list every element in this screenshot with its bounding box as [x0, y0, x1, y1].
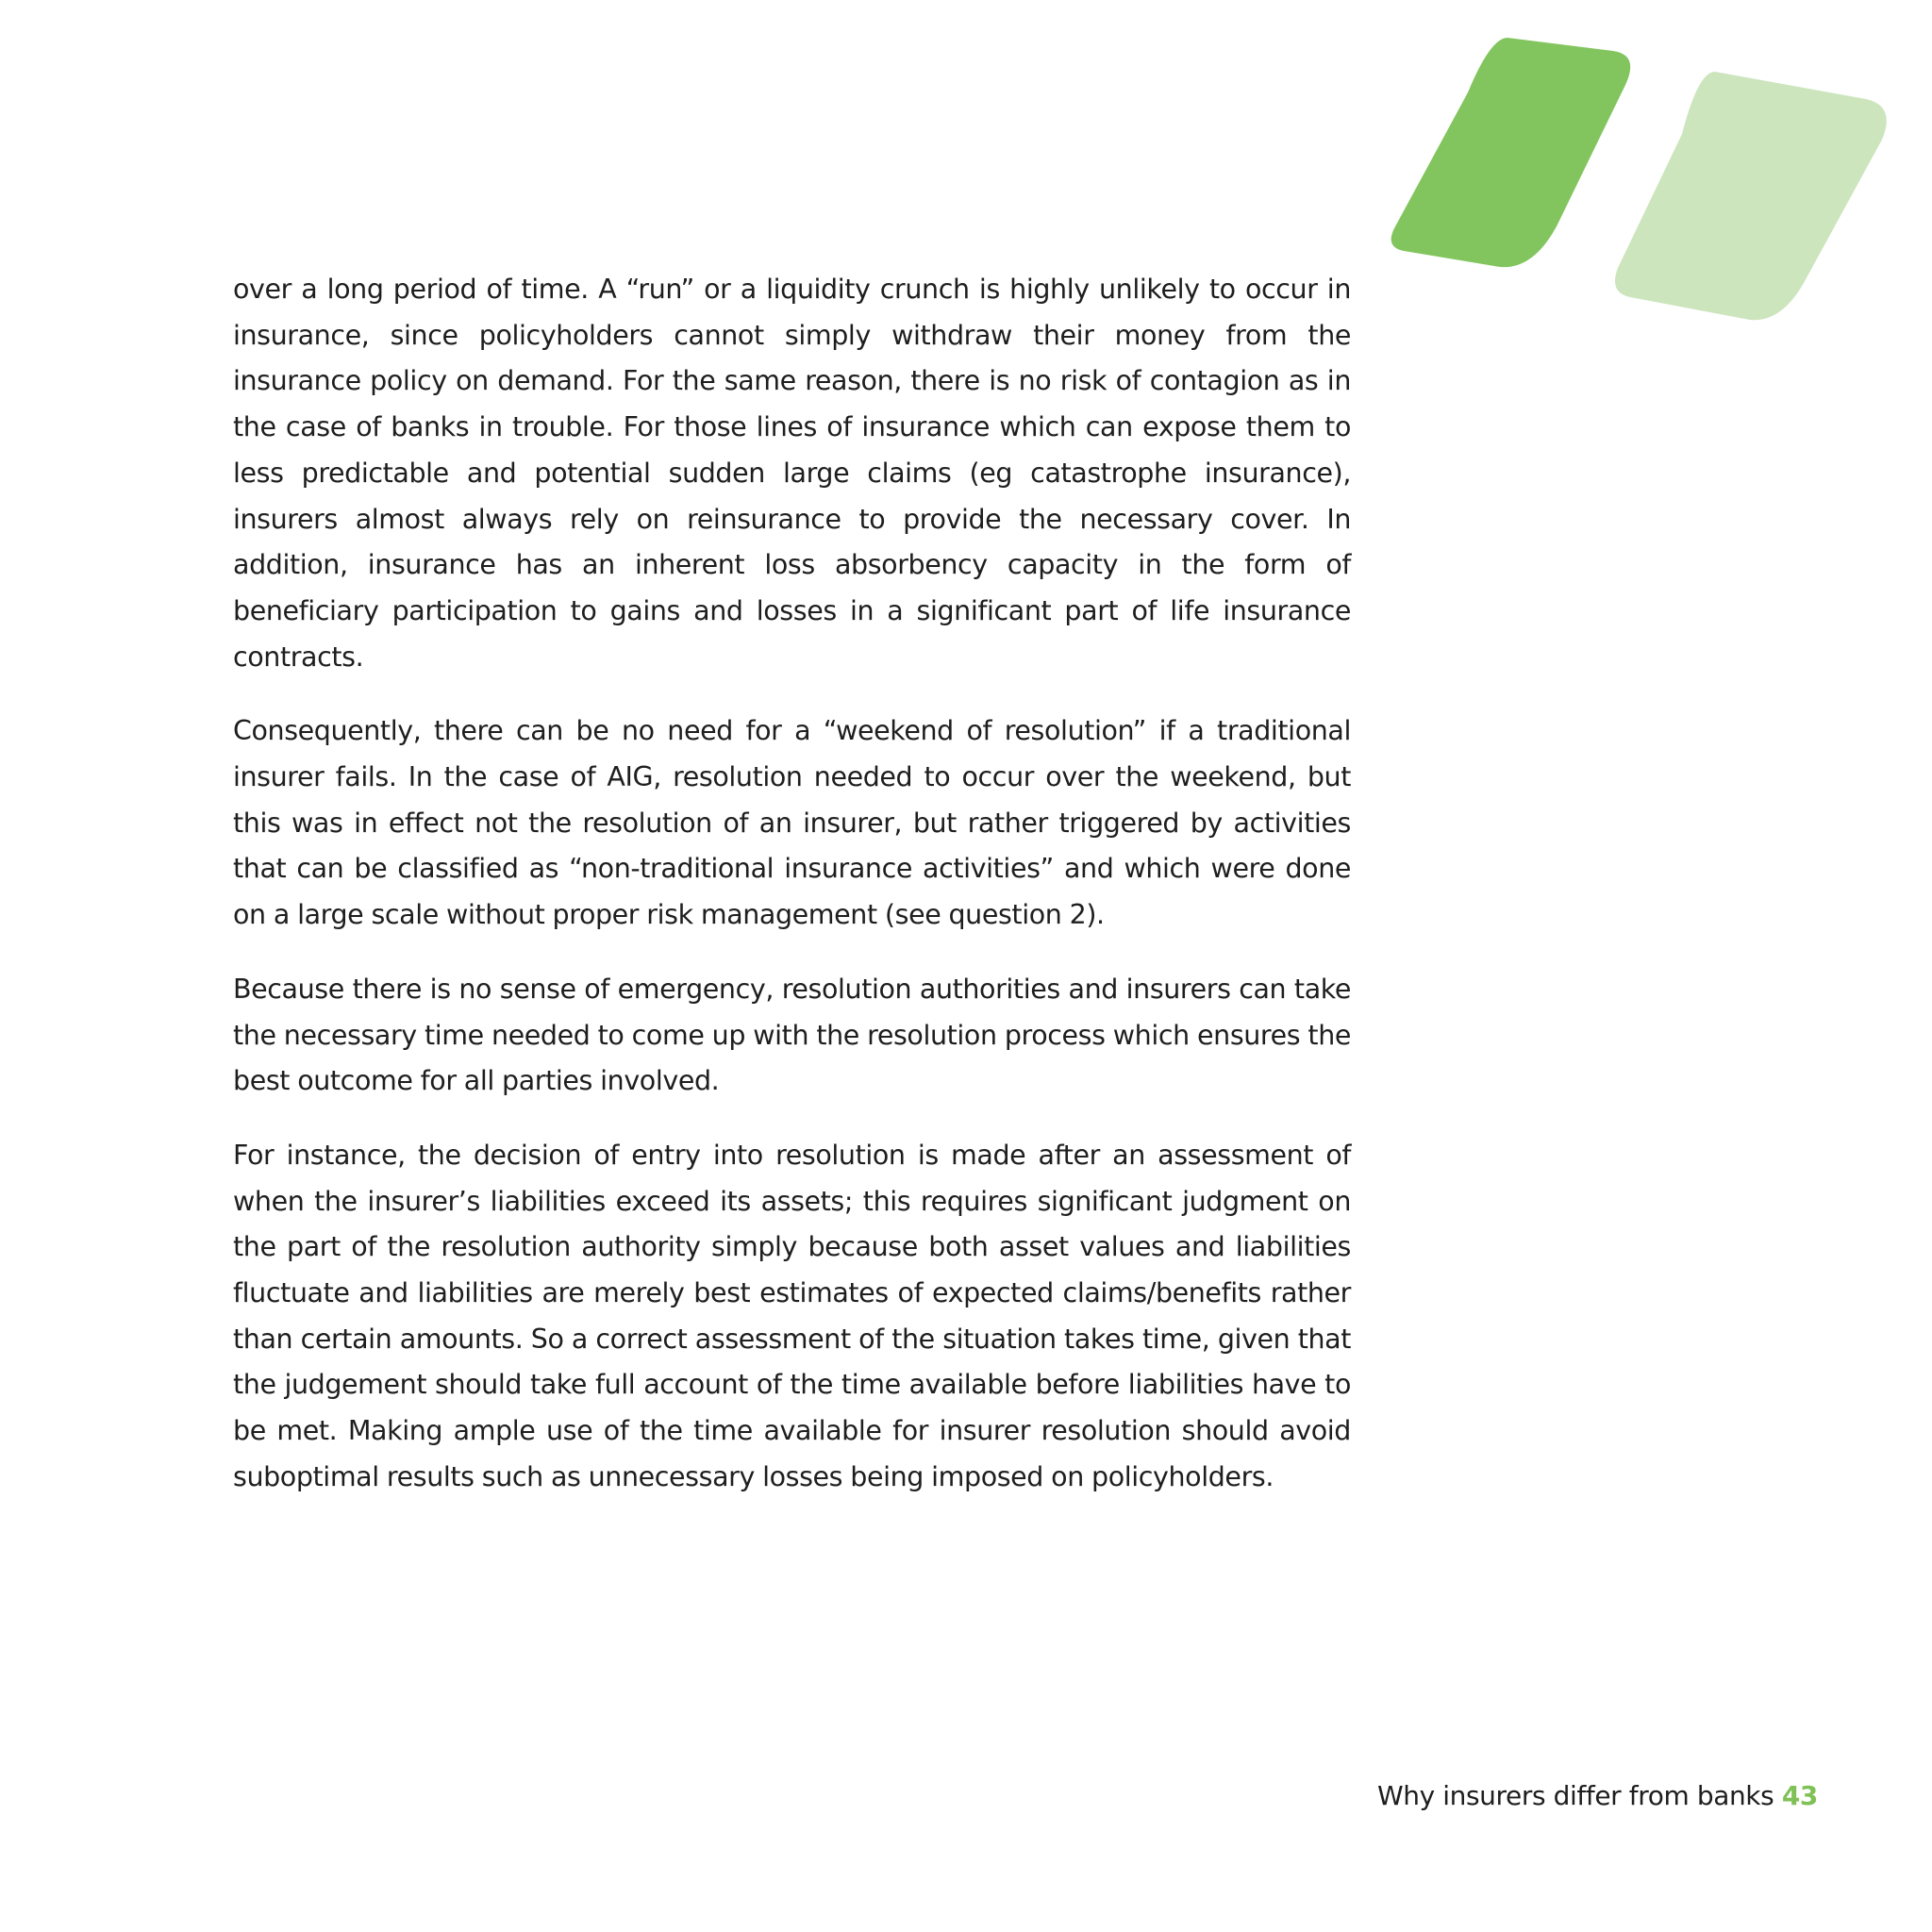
footer-title: Why insurers differ from banks: [1376, 1780, 1774, 1811]
page-footer: [1377, 1777, 1818, 1815]
paragraph-3: Because there is no sense of emergency, resolution authorities and insurers can take the necessary time needed to come up with the resolution process which ensures the best outcome for all parties involved.: [233, 973, 1351, 1097]
body-text: [233, 267, 1351, 1529]
green-parallelogram-light: [1615, 72, 1887, 320]
paragraph-4: For instance, the decision of entry into resolution is made after an assessment of when the insurer’s liabilities exceed its assets; this requires significant judgment on the part of the resolution authority simply because both asset values and liabilities fluctuate and liabilities are merely best estimates of expected claims/benefits rather than certain amounts. So a correct assessment of the situation takes time, given that the judgement should take full account of the time available before liabilities have to be met. Making ample use of the time available for insurer resolution should avoid suboptimal results such as unnecessary losses being imposed on policyholders.: [233, 1139, 1351, 1492]
page-number: 43: [1781, 1780, 1818, 1811]
paragraph-2: Consequently, there can be no need for a “weekend of resolution” if a traditional insurer fails. In the case of AIG, resolution needed to occur over the weekend, but this was in effect not the resolution of an insurer, but rather triggered by activities that can be classified as “non-traditional insurance activities” and which were done on a large scale without proper risk management (see question 2).: [233, 715, 1351, 931]
paragraph-1: over a long period of time. A “run” or a liquidity crunch is highly unlikely to occur in insurance, since policyholders cannot simply withdraw their money from the insurance policy on demand. For the same reason, there is no risk of contagion as in the case of banks in trouble. For those lines of insurance which can expose them to less predictable and potential sudden large claims (eg catastrophe insurance), insurers almost always rely on reinsurance to provide the necessary cover. In addition, insurance has an inherent loss absorbency capacity in the form of beneficiary participation to gains and losses in a significant part of life insurance contracts.: [233, 274, 1351, 673]
green-parallelogram-dark: [1391, 38, 1631, 267]
